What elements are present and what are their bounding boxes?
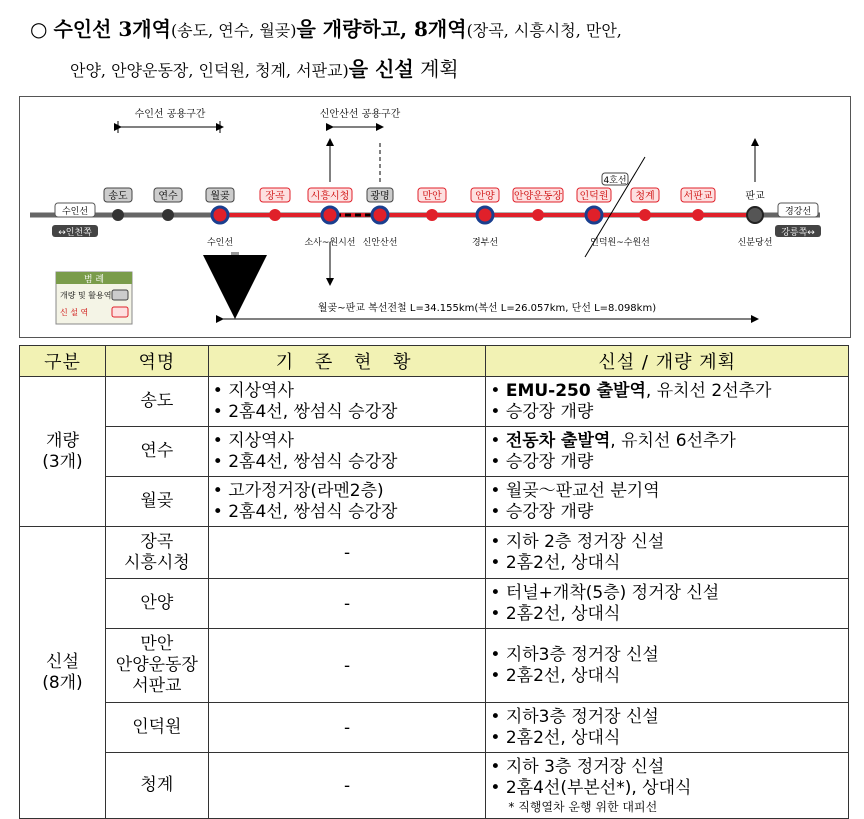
header-plan: 신설 / 개량 계획 [486,346,849,377]
category-new: 신설 (8개) [20,527,106,819]
svg-text:만안: 만안 [422,191,442,202]
below-gwangmyeong: 신안산선 [362,238,398,248]
table-row [20,579,849,629]
heading-part-d: 을 신설 [348,57,414,81]
table-row [20,477,849,527]
svg-text:안양: 안양 [475,191,495,202]
station-name: 장곡 시흥시청 [105,527,208,579]
heading-line-2 [30,50,860,90]
svg-text:광명: 광명 [370,191,390,202]
station-siheung [304,142,355,282]
station-wolgot [206,188,235,287]
plan-detail: • 지하 2층 정거장 신설 • 2홈2선, 상대식 [486,527,849,579]
header-existing: 기 존 현 황 [208,346,486,377]
right-arrow-label: 강릉쪽↔ [781,228,815,238]
below-siheung: 소사~원시선 [304,238,356,248]
heading-bullet: ○ [30,17,48,41]
existing-status: • 고가정거장(라멘2층) • 2홈4선, 쌍섬식 승강장 [208,477,486,527]
table-row [20,703,849,753]
plan-detail: • 지하3층 정거장 신설 • 2홈2선, 상대식 [486,629,849,703]
svg-text:서판교: 서판교 [683,191,713,202]
station-name: 청계 [105,753,208,819]
heading-part-a: 수인선 3개역 [53,17,171,41]
line-4-label: 4호선 [603,176,627,186]
header-category: 구분 [20,346,106,377]
table-row [20,753,849,819]
station-name: 월곶 [105,477,208,527]
left-arrow-label: ↔인천쪽 [58,228,92,238]
heading-part-e: 계획 [413,57,459,81]
station-name: 안양 [105,579,208,629]
table-row [20,377,849,427]
svg-text:송도: 송도 [108,191,128,202]
svg-text:연수: 연수 [158,191,178,202]
plan-detail: • 지하3층 정거장 신설 • 2홈2선, 상대식 [486,703,849,753]
heading-paren-a: (송도, 연수, 월곶) [170,21,297,40]
station-name: 인덕원 [105,703,208,753]
existing-status: - [208,579,486,629]
heading-paren-b: (장곡, 시흥시청, 만안, [466,21,622,40]
station-pangyo [738,142,773,248]
station-name: 만안 안양운동장 서판교 [105,629,208,703]
section-heading [30,10,860,90]
plan-detail: • 지하 3층 정거장 신설 • 2홈4선(부본선*), 상대식 * 직행열차 운행 위한 대피선 [486,753,849,819]
svg-text:청계: 청계 [635,191,655,202]
table-row [20,527,849,579]
right-end-label: 경강선 [784,207,812,217]
svg-text:월곶: 월곶 [210,191,230,202]
header-station: 역명 [105,346,208,377]
below-wolgot: 수인선 [206,238,234,248]
table-row [20,427,849,477]
legend-improved-label: 개량 및 활용역 [60,291,112,300]
below-pangyo: 신분당선 [737,238,773,248]
station-name: 송도 [105,377,208,427]
station-gwangmyeong [363,142,398,248]
existing-status: - [208,527,486,579]
heading-part-c: 안양, 안양운동장, 인덕원, 청계, 서판교) [70,61,349,80]
plan-detail: • 터널+개착(5층) 정거장 신설 • 2홈2선, 상대식 [486,579,849,629]
legend [56,272,132,324]
station-anyang [471,188,499,248]
plan-detail: • 전동차 출발역, 유치선 6선추가 • 승강장 개량 [486,427,849,477]
svg-text:장곡: 장곡 [265,191,285,202]
legend-new-label: 신 설 역 [60,308,89,317]
existing-status: - [208,629,486,703]
svg-text:판교: 판교 [745,191,765,202]
existing-status: - [208,753,486,819]
legend-title: 범 례 [83,275,105,285]
svg-text:안양운동장: 안양운동장 [513,191,563,202]
plan-detail: • 월곶～판교선 분기역 • 승강장 개량 [486,477,849,527]
plan-detail: • EMU-250 출발역, 유치선 2선추가 • 승강장 개량 [486,377,849,427]
station-name: 연수 [105,427,208,477]
table-row [20,629,849,703]
category-improve: 개량 (3개) [20,377,106,527]
left-end-label: 수인선 [61,207,89,217]
footnote: * 직행열차 운행 위한 대피선 [508,799,658,814]
station-plan-table [19,345,849,819]
route-diagram-svg [20,97,850,337]
station-indeogwon [577,157,650,257]
existing-status: • 지상역사 • 2홈4선, 쌍섬식 승강장 [208,427,486,477]
length-label: 월곶~판교 복선전철 L=34.155km(복선 L=26.057km, 단선 L=8.098km) [317,303,657,314]
existing-status: • 지상역사 • 2홈4선, 쌍섬식 승강장 [208,377,486,427]
span-sinansan-label: 신안산선 공용구간 [319,109,401,120]
existing-status: - [208,703,486,753]
below-indeogwon: 인덕원~수원선 [590,238,650,248]
svg-text:시흥시청: 시흥시청 [310,191,350,202]
table-header-row [20,346,849,377]
heading-part-b: 을 개량하고, 8개역 [296,17,467,41]
svg-text:인덕원: 인덕원 [579,191,609,202]
below-anyang: 경부선 [471,238,499,248]
span-suin-label: 수인선 공용구간 [134,109,206,120]
heading-line-1 [30,10,860,50]
route-diagram [19,96,851,338]
